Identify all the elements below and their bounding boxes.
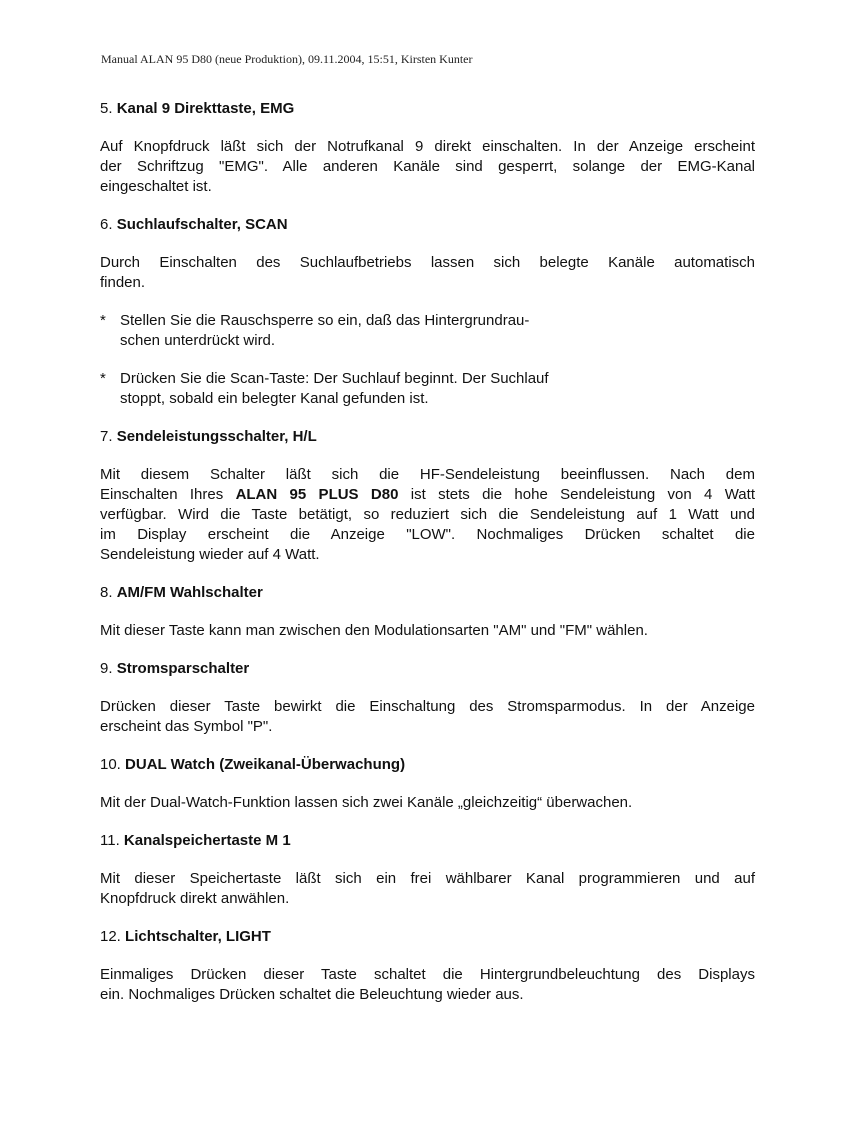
paragraph [100,793,755,813]
section-5 [100,99,755,197]
paragraph [100,253,755,293]
bullet-marker: * [100,370,106,387]
section-number: 7. [100,428,113,445]
section-number: 9. [100,660,113,677]
section-number: 6. [100,216,113,233]
section-heading [100,831,755,851]
text-line: schen unterdrückt wird. [120,332,276,349]
section-12 [100,927,755,1005]
section-heading [100,755,755,775]
text-line: ein. Nochmaliges Drücken schaltet die Beleuchtung wieder aus. [100,986,524,1003]
text-line: Mit diesem Schalter läßt sich die HF-Sendeleistung beeinflussen. Nach dem [100,466,755,483]
text-line: im Display erscheint die Anzeige "LOW". Nochmaliges Drücken schaltet die [100,526,755,543]
text-run: ist stets die hohe Sendeleistung von 4 Watt [410,486,755,503]
text-line: Stellen Sie die Rauschsperre so ein, daß das Hintergrundrau- [120,312,530,329]
text-line: finden. [100,274,146,291]
text-line: eingeschaltet ist. [100,178,212,195]
paragraph [100,697,755,737]
section-heading [100,99,755,119]
paragraph [100,621,755,641]
section-heading [100,927,755,947]
text-line: Knopfdruck direkt anwählen. [100,890,290,907]
section-number: 5. [100,100,113,117]
section-title: Suchlaufschalter, SCAN [116,216,288,233]
section-heading [100,427,755,447]
bullet-item [100,369,625,409]
text-line [100,485,755,505]
text-line: der Schriftzug "EMG". Alle anderen Kanäle sind gesperrt, solange der EMG-Kanal [100,158,755,175]
section-title: Stromsparschalter [116,660,250,677]
document-body [100,99,755,1023]
text-line: Drücken dieser Taste bewirkt die Einschaltung des Stromsparmodus. In der Anzeige [100,698,755,715]
section-title: Kanalspeichertaste M 1 [123,832,291,849]
section-10 [100,755,755,813]
section-title: Kanal 9 Direkttaste, EMG [116,100,295,117]
paragraph [100,965,755,1005]
section-number: 10. [100,756,121,773]
section-9 [100,659,755,737]
section-heading [100,215,755,235]
text-run: Einschalten Ihres [100,486,224,503]
text-line: Mit der Dual-Watch-Funktion lassen sich zwei Kanäle „gleichzeitig“ überwachen. [100,794,633,811]
section-number: 11. [100,832,120,849]
product-name: ALAN 95 PLUS D80 [235,486,399,503]
section-6 [100,215,755,409]
section-title: DUAL Watch (Zweikanal-Überwachung) [125,756,406,773]
paragraph [100,465,755,565]
section-number: 8. [100,584,113,601]
text-line: Mit dieser Taste kann man zwischen den Modulationsarten "AM" und "FM" wählen. [100,622,648,639]
section-title: Lichtschalter, LIGHT [125,928,271,945]
section-7 [100,427,755,565]
text-line: Drücken Sie die Scan-Taste: Der Suchlauf beginnt. Der Suchlauf [120,370,549,387]
text-line: Mit dieser Speichertaste läßt sich ein frei wählbarer Kanal programmieren und auf [100,870,755,887]
bullet-item [100,311,625,351]
text-line: Durch Einschalten des Suchlaufbetriebs lassen sich belegte Kanäle automatisch [100,254,755,271]
text-line: Auf Knopfdruck läßt sich der Notrufkanal 9 direkt einschalten. In der Anzeige erscheint [100,138,755,155]
text-line: Sendeleistung wieder auf 4 Watt. [100,546,320,563]
text-line: Einmaliges Drücken dieser Taste schaltet die Hintergrundbeleuchtung des Displays [100,966,755,983]
section-number: 12. [100,928,121,945]
section-title: Sendeleistungsschalter, H/L [116,428,317,445]
page-header: Manual ALAN 95 D80 (neue Produktion), 09.11.2004, 15:51, Kirsten Kunter [101,52,473,66]
text-line: verfügbar. Wird die Taste betätigt, so reduziert sich die Sendeleistung auf 1 Watt und [100,506,755,523]
section-11 [100,831,755,909]
section-heading [100,659,755,679]
section-8 [100,583,755,641]
text-line: erscheint das Symbol "P". [100,718,273,735]
text-line: stoppt, sobald ein belegter Kanal gefunden ist. [120,390,429,407]
section-title: AM/FM Wahlschalter [116,584,263,601]
paragraph [100,869,755,909]
paragraph [100,137,755,197]
section-heading [100,583,755,603]
bullet-marker: * [100,312,106,329]
